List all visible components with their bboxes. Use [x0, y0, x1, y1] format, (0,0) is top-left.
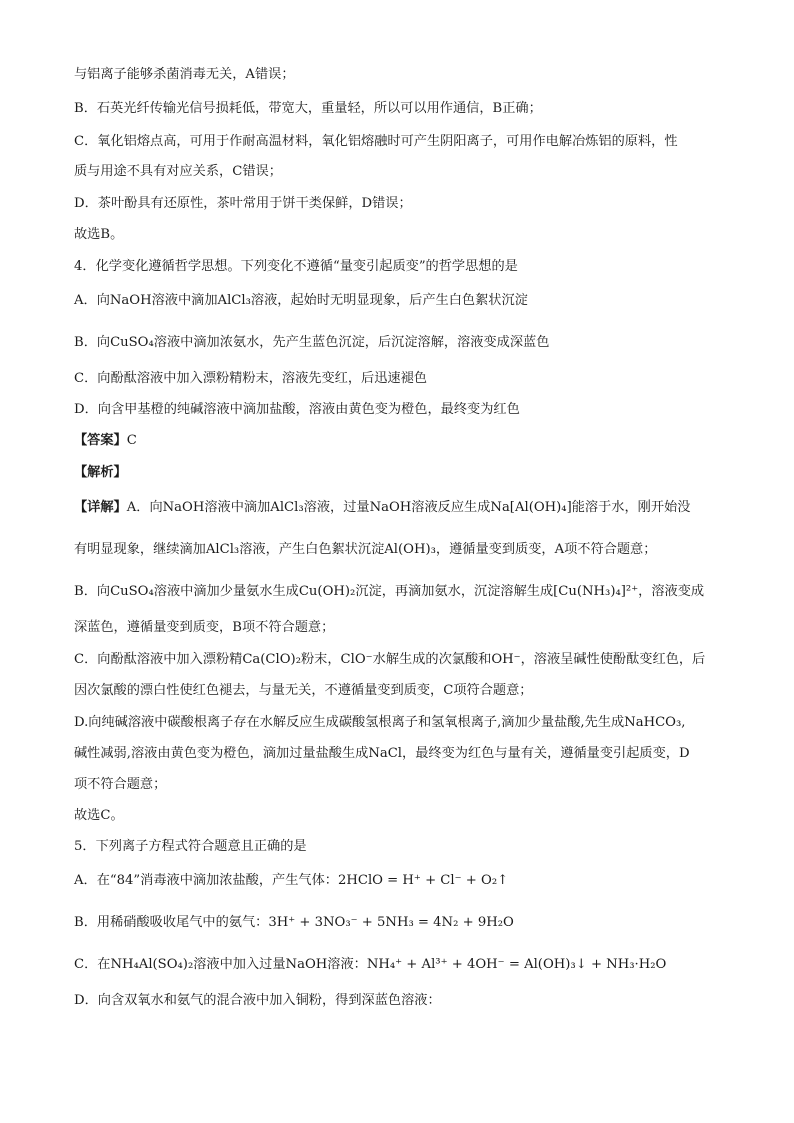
- q4-option-d: D．向含甲基橙的纯碱溶液中滴加盐酸，溶液由黄色变为橙色，最终变为红色: [74, 402, 520, 417]
- text-line: 质与用途不具有对应关系，C错误；: [74, 164, 282, 179]
- detail-line: 深蓝色，遵循量变到质变，B项不符合题意；: [74, 620, 335, 635]
- detail-line: [74, 499, 724, 517]
- answer-value: C: [126, 433, 137, 448]
- detail-line: 因次氯酸的漂白性使红色褪去，与量无关，不遵循量变到质变，C项符合题意；: [74, 683, 533, 698]
- text-line: D．茶叶酚具有还原性，茶叶常用于饼干类保鲜，D错误；: [74, 196, 412, 211]
- question-4-stem: 4．化学变化遵循哲学思想。下列变化不遵循“量变引起质变”的哲学思想的是: [74, 259, 518, 274]
- detail-line: D.向纯碱溶液中碳酸根离子存在水解反应生成碳酸氢根离子和氢氧根离子,滴加少量盐酸,先生成NaHCO₃,: [74, 715, 686, 730]
- q5-option-d: D．向含双氧水和氨气的混合液中加入铜粉，得到深蓝色溶液：: [74, 993, 441, 1008]
- q5-option-a: A．在“84”消毒液中滴加浓盐酸，产生气体：2HClO = H⁺ + Cl⁻ + O₂↑: [74, 873, 509, 888]
- detail-line: B．向CuSO₄溶液中滴加少量氨水生成Cu(OH)₂沉淀，再滴加氨水，沉淀溶解生成[Cu(NH₃)₄]²⁺，溶液变成: [74, 584, 705, 599]
- q4-option-a: A．向NaOH溶液中滴加AlCl₃溶液，起始时无明显现象，后产生白色絮状沉淀: [74, 293, 528, 308]
- detail-line: 项不符合题意；: [74, 777, 167, 792]
- analysis-label-text: 【解析】: [74, 465, 127, 480]
- q4-option-c: C．向酚酞溶液中加入漂粉精粉末，溶液先变红，后迅速褪色: [74, 371, 427, 386]
- conclusion-line: 故选C。: [74, 808, 124, 823]
- detail-line: 有明显现象，继续滴加AlCl₃溶液，产生白色絮状沉淀Al(OH)₃，遵循量变到质变，A项不符合题意；: [74, 542, 657, 557]
- text-line: C．氧化铝熔点高，可用于作耐高温材料，氧化铝熔融时可产生阴阳离子，可用作电解冶炼铝的原料，性: [74, 134, 678, 149]
- analysis-label: [74, 464, 724, 482]
- detail-line: C．向酚酞溶液中加入漂粉精Ca(ClO)₂粉末，ClO⁻水解生成的次氯酸和OH⁻，溶液呈碱性使酚酞变红色，后: [74, 652, 706, 667]
- text-line: 与铝离子能够杀菌消毒无关，A错误；: [74, 67, 295, 82]
- detail-line: 碱性减弱,溶液由黄色变为橙色，滴加过量盐酸生成NaCl，最终变为红色与量有关，遵循量变引起质变，D: [74, 746, 690, 761]
- text-line: B．石英光纤传输光信号损耗低，带宽大，重量轻，所以可以用作通信，B正确；: [74, 101, 542, 116]
- q5-option-b: B．用稀硝酸吸收尾气中的氨气：3H⁺ + 3NO₃⁻ + 5NH₃ = 4N₂ + 9H₂O: [74, 915, 514, 930]
- answer-label: 【答案】: [74, 433, 127, 448]
- answer-line: [74, 432, 724, 450]
- q4-option-b: B．向CuSO₄溶液中滴加浓氨水，先产生蓝色沉淀，后沉淀溶解，溶液变成深蓝色: [74, 335, 550, 350]
- q5-option-c: C．在NH₄Al(SO₄)₂溶液中加入过量NaOH溶液：NH₄⁺ + Al³⁺ + 4OH⁻ = Al(OH)₃↓ + NH₃·H₂O: [74, 957, 667, 972]
- question-5-stem: 5．下列离子方程式符合题意且正确的是: [74, 839, 307, 854]
- detail-text: A．向NaOH溶液中滴加AlCl₃溶液，过量NaOH溶液反应生成Na[Al(OH)₄]能溶于水，刚开始没: [126, 500, 691, 515]
- text-line: 故选B。: [74, 227, 124, 242]
- detail-label: 【详解】: [74, 500, 127, 515]
